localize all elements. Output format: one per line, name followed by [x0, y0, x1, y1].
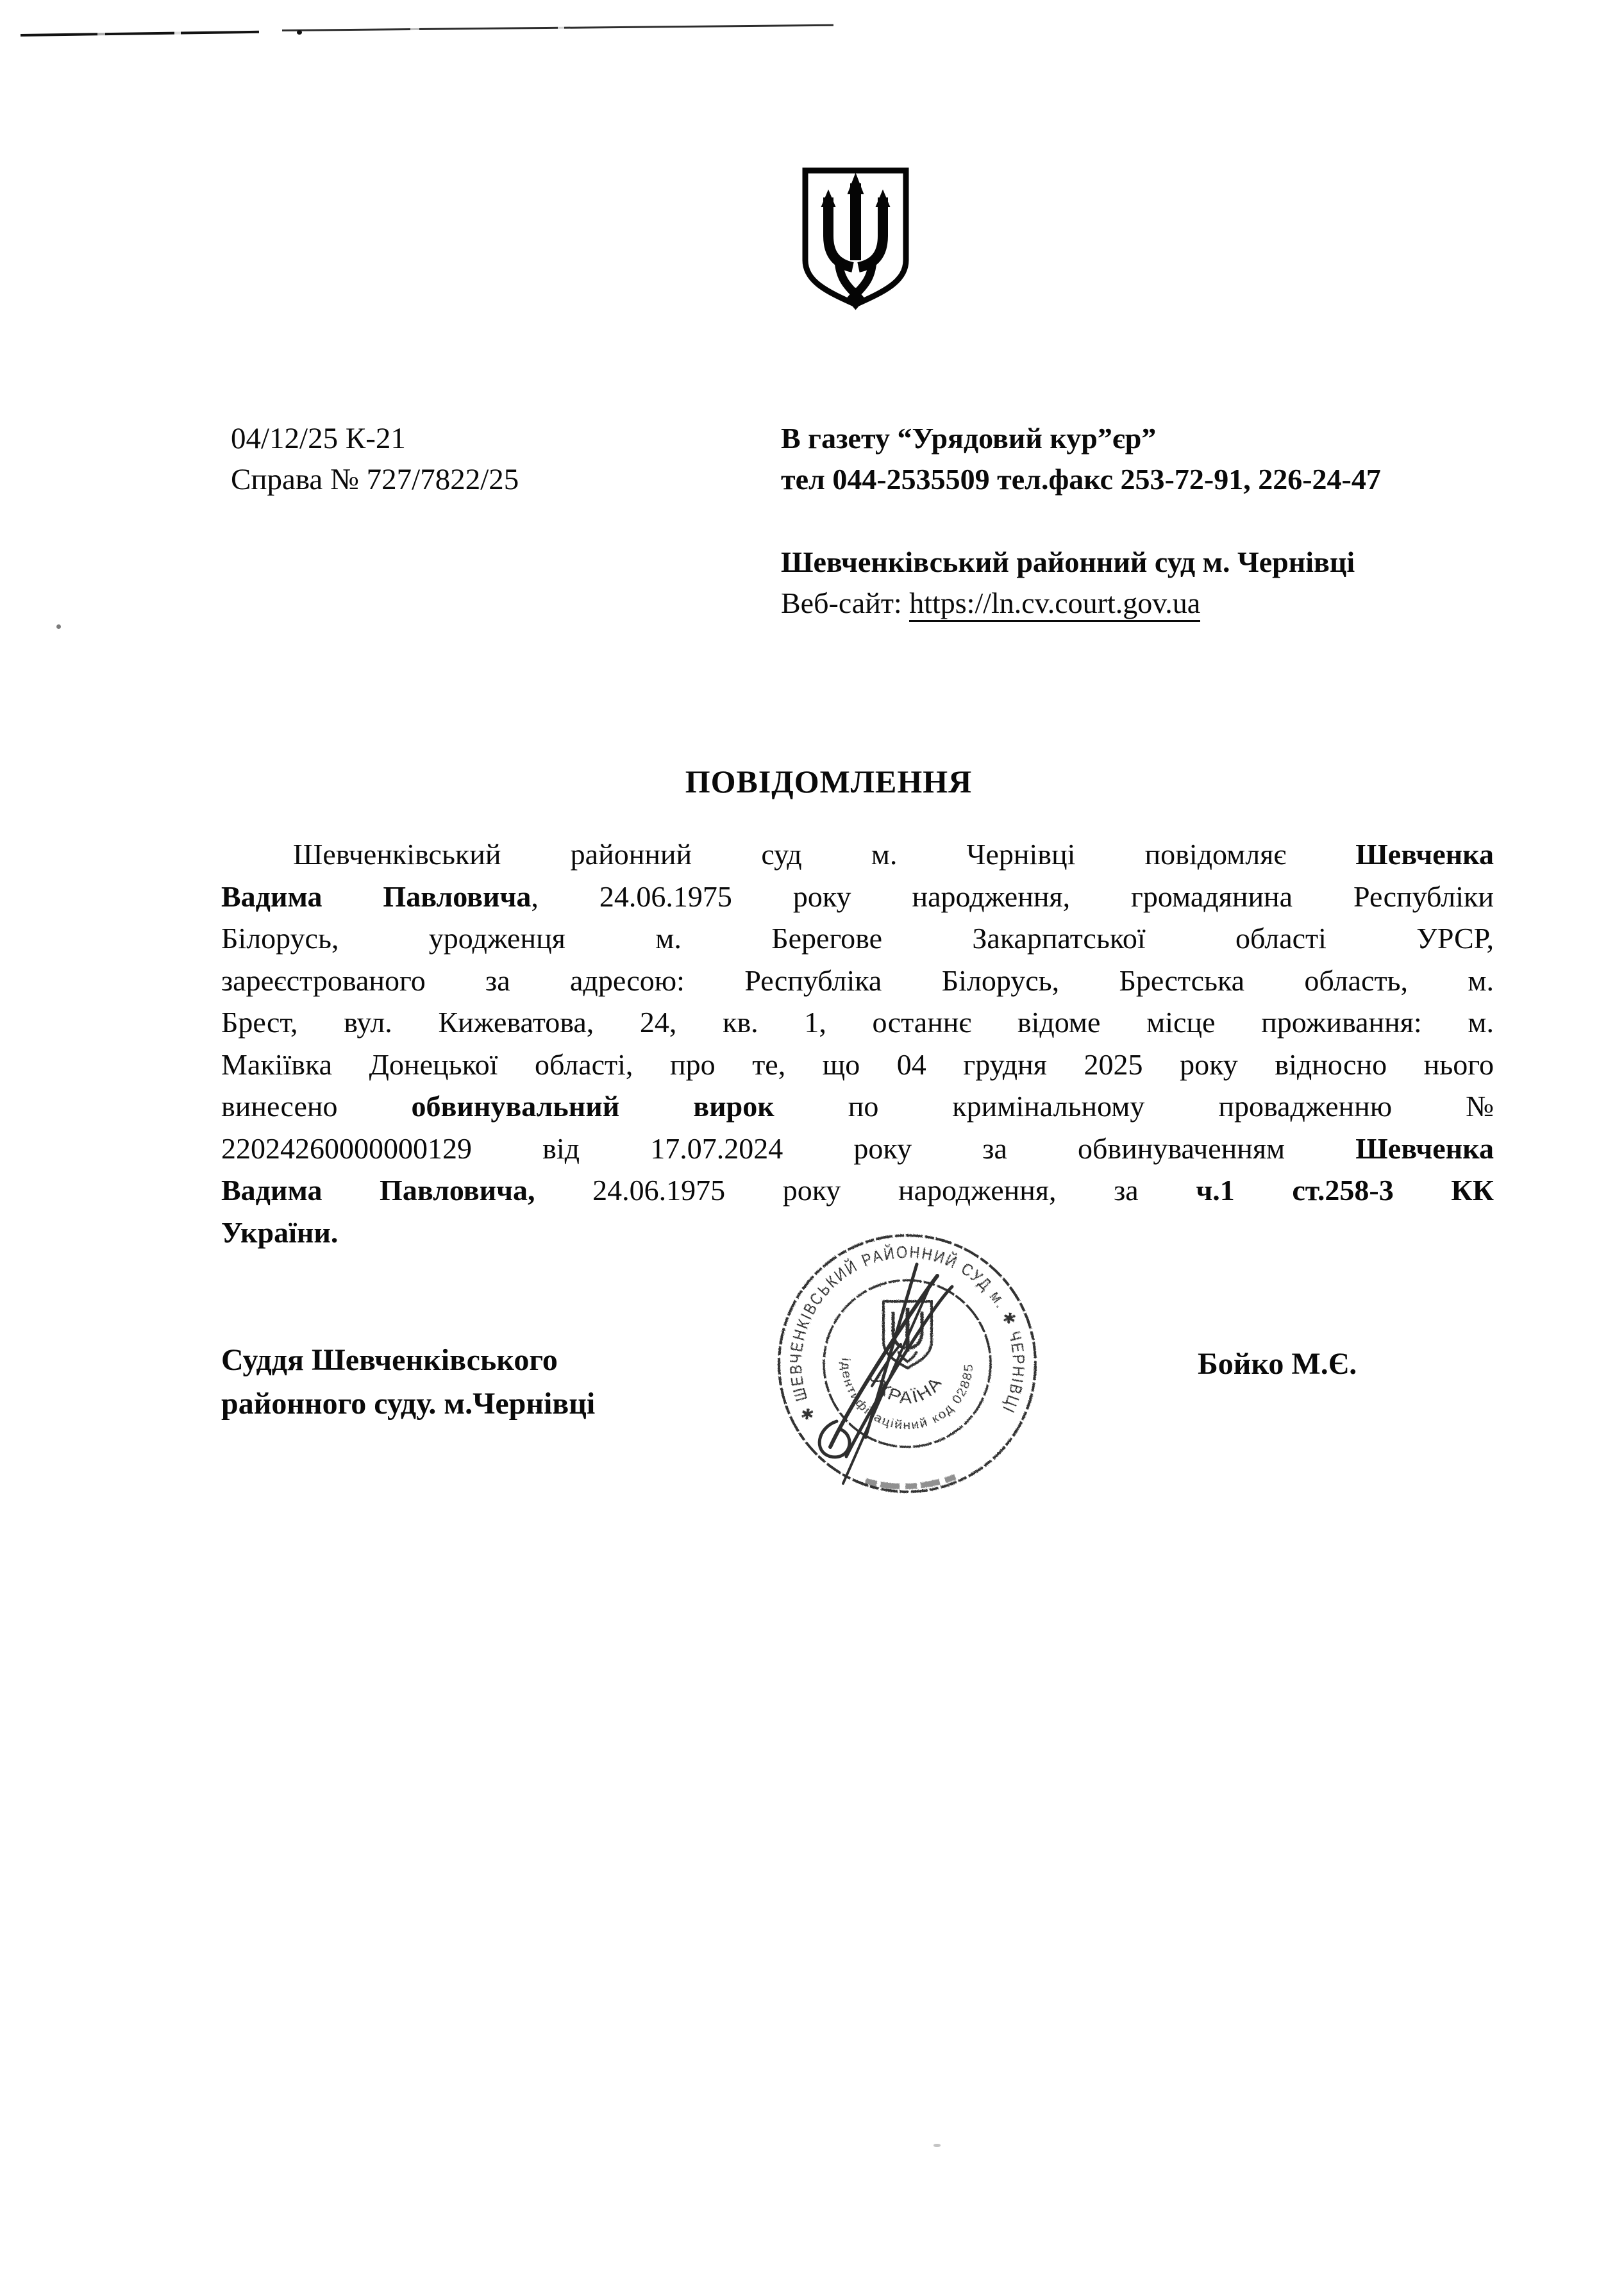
case-number: Справа № 727/7822/25 — [231, 463, 519, 496]
body-text-bold: Шевченка — [1355, 838, 1494, 871]
judge-title-line1: Суддя Шевченківського — [221, 1343, 558, 1377]
scan-artifact-line — [21, 31, 259, 37]
case-header — [231, 418, 519, 500]
body-text-bold: Вадима Павловича, — [221, 1174, 535, 1207]
website-label: Веб-сайт: — [781, 587, 910, 619]
body-text: зареєстрованого за адресою: Республіка Білорусь, Брестська область, м. — [221, 964, 1494, 997]
website-url: https://ln.cv.court.gov.ua — [909, 587, 1200, 622]
body-text: Макіївка Донецької області, про те, що 04 грудня 2025 року відносно нього — [221, 1048, 1494, 1081]
body-text-bold: України. — [221, 1215, 339, 1249]
newspaper-line: В газету “Урядовий кур”єр” — [781, 422, 1157, 455]
body-line — [221, 917, 1494, 960]
judge-title-block — [221, 1339, 595, 1426]
body-line — [221, 1001, 1494, 1044]
stamp-country-text: УКРАЇНА — [866, 1369, 946, 1408]
body-text-bold: Шевченка — [1355, 1132, 1494, 1165]
scan-artifact-dot — [297, 30, 302, 35]
stamp-code-text: ідентифікаційний код 02885 — [838, 1357, 976, 1433]
spacer — [781, 500, 1381, 542]
body-text-bold: Вадима Павловича — [221, 880, 532, 913]
body-line — [221, 1085, 1494, 1128]
body-text: Брест, вул. Кижеватова, 24, кв. 1, останнє відоме місце проживання: м. — [221, 1006, 1494, 1039]
court-name: Шевченківський районний суд м. Чернівці — [781, 546, 1355, 578]
recipient-header — [781, 418, 1381, 624]
body-text: по кримінальному провадженню № — [774, 1090, 1494, 1123]
body-text-bold: ч.1 ст.258-3 КК — [1196, 1174, 1494, 1207]
website-line — [781, 583, 1381, 624]
body-line — [221, 1044, 1494, 1086]
judge-name: Бойко М.Є. — [1198, 1347, 1357, 1381]
notification-body — [221, 833, 1494, 1253]
body-text-bold: обвинувальний вирок — [411, 1090, 774, 1123]
body-line — [221, 1128, 1494, 1170]
body-line — [221, 833, 1494, 876]
body-line — [221, 1169, 1494, 1212]
case-date-number: 04/12/25 К-21 — [231, 422, 406, 455]
scan-artifact-line — [282, 24, 833, 31]
document-title: ПОВІДОМЛЕННЯ — [685, 764, 973, 799]
body-text: 24.06.1975 року народження, за — [535, 1174, 1196, 1207]
body-text: винесено — [221, 1090, 412, 1123]
judge-title-line2: районного суду. м.Чернівці — [221, 1387, 596, 1421]
body-line — [221, 876, 1494, 918]
ukraine-coat-of-arms-icon — [799, 164, 912, 311]
body-line — [221, 960, 1494, 1002]
stamp-ring-text: ✱ ШЕВЧЕНКІВСЬКИЙ РАЙОННИЙ СУД м. ✱ ЧЕРНІВЦІ — [785, 1242, 1029, 1424]
scan-artifact-dot — [56, 624, 61, 629]
court-seal-stamp — [769, 1226, 1045, 1501]
body-text: Білорусь, уродженця м. Берегове Закарпатської області УРСР, — [221, 922, 1494, 955]
phone-fax-line: тел 044-2535509 тел.факс 253-72-91, 226-24-47 — [781, 463, 1381, 496]
body-text: , 24.06.1975 року народження, громадянина Республіки — [531, 880, 1494, 913]
body-text: 22024260000000129 від 17.07.2024 року за обвинуваченням — [221, 1132, 1356, 1165]
body-text: Шевченківський районний суд м. Чернівці повідомляє — [293, 838, 1356, 871]
scan-artifact-dot — [933, 2144, 941, 2147]
